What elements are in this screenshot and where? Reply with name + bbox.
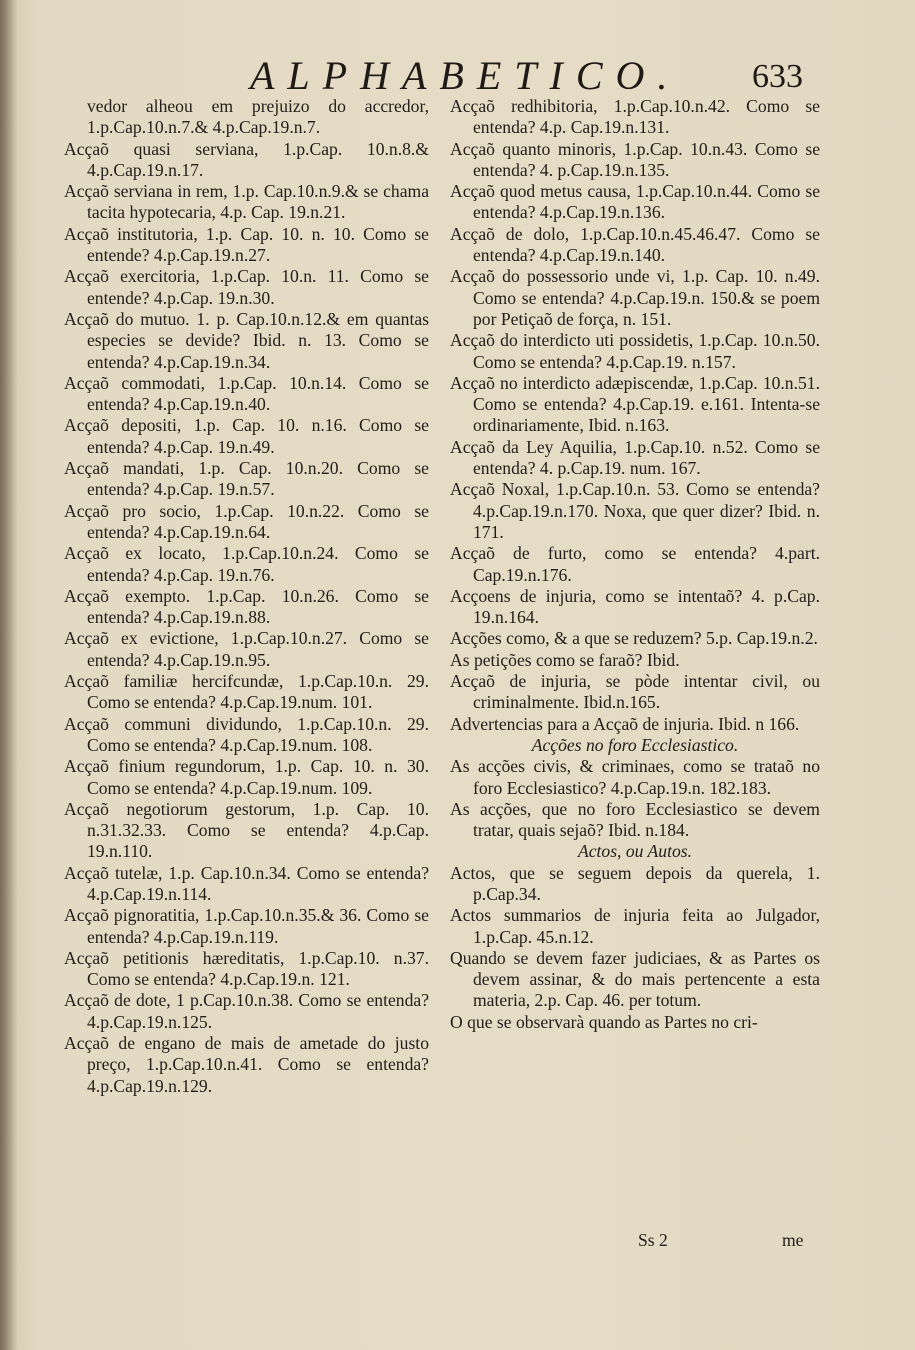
index-entry: Quando se devem fazer judiciaes, & as Partes os devem assinar, & do mais pertencente a esta materia, 2.p. Cap. 46. per totum. bbox=[450, 947, 820, 1011]
index-entry: Acçaõ negotiorum gestorum, 1.p. Cap. 10. n.31.32.33. Como se entenda? 4.p.Cap. 19.n.110. bbox=[64, 798, 429, 862]
index-entry: Acçaõ serviana in rem, 1.p. Cap.10.n.9.& se chama tacita hypotecaria, 4.p. Cap. 19.n.21. bbox=[64, 181, 429, 223]
index-entry: As acções civis, & criminaes, como se trataõ no foro Ecclesiastico? 4.p.Cap.19.n. 182.183. bbox=[450, 756, 820, 798]
index-entry: Acçaõ institutoria, 1.p. Cap. 10. n. 10. Como se entende? 4.p.Cap.19.n.27. bbox=[64, 223, 429, 266]
index-entry: Acçaõ petitionis hæreditatis, 1.p.Cap.10. n.37. Como se entenda? 4.p.Cap.19.n. 121. bbox=[64, 947, 429, 990]
index-entry: Acçaõ do possessorio unde vi, 1.p. Cap. 10. n.49. Como se entenda? 4.p.Cap.19.n. 150.& se poem por Petiçaõ de força, n. 151. bbox=[450, 266, 820, 329]
right-column bbox=[450, 96, 820, 1033]
index-entry: Acçaõ de furto, como se entenda? 4.part. Cap.19.n.176. bbox=[450, 543, 820, 585]
index-entry: Actos, que se seguem depois da querela, 1. p.Cap.34. bbox=[450, 862, 820, 904]
index-entry: Acçaõ depositi, 1.p. Cap. 10. n.16. Como se entenda? 4.p.Cap. 19.n.49. bbox=[64, 415, 429, 457]
index-entry: Acçaõ quanto minoris, 1.p.Cap. 10.n.43. Como se entenda? 4. p.Cap.19.n.135. bbox=[450, 138, 820, 180]
index-entry: Acçaõ da Ley Aquilia, 1.p.Cap.10. n.52. Como se entenda? 4. p.Cap.19. num. 167. bbox=[450, 436, 820, 479]
index-entry: Acçaõ pignoratitia, 1.p.Cap.10.n.35.& 36. Como se entenda? 4.p.Cap.19.n.119. bbox=[64, 905, 429, 947]
index-entry: vedor alheou em prejuizo do accredor, 1.p.Cap.10.n.7.& 4.p.Cap.19.n.7. bbox=[87, 96, 429, 138]
index-entry: Acçoens de injuria, como se intentaõ? 4. p.Cap. 19.n.164. bbox=[450, 585, 820, 628]
index-entry: Acções como, & a que se reduzem? 5.p. Cap.19.n.2. bbox=[450, 628, 818, 649]
index-entry: Actos summarios de injuria feita ao Julgador, 1.p.Cap. 45.n.12. bbox=[450, 905, 820, 947]
index-entry: Advertencias para a Acçaõ de injuria. Ibid. n 166. bbox=[450, 713, 800, 734]
index-entry: Acçaõ quasi serviana, 1.p.Cap. 10.n.8.& 4.p.Cap.19.n.17. bbox=[64, 138, 429, 180]
index-entry: As petições como se faraõ? Ibid. bbox=[450, 649, 680, 670]
index-entry: Acçaõ de dolo, 1.p.Cap.10.n.45.46.47. Como se entenda? 4.p.Cap.19.n.140. bbox=[450, 223, 820, 266]
index-entry: Acçaõ pro socio, 1.p.Cap. 10.n.22. Como se entenda? 4.p.Cap.19.n.64. bbox=[64, 500, 429, 542]
page-footer bbox=[450, 1230, 820, 1254]
index-entry: Acçaõ de engano de mais de ametade do justo preço, 1.p.Cap.10.n.41. Como se entenda? 4.p.Cap.19.n.129. bbox=[64, 1033, 429, 1096]
index-entry: Acçaõ ex locato, 1.p.Cap.10.n.24. Como se entenda? 4.p.Cap. 19.n.76. bbox=[64, 543, 429, 585]
section-heading-autos: Actos, ou Autos. bbox=[577, 841, 693, 862]
index-entry: Acçaõ tutelæ, 1.p. Cap.10.n.34. Como se entenda? 4.p.Cap.19.n.114. bbox=[64, 862, 429, 904]
index-entry: O que se observarà quando as Partes no cri- bbox=[450, 1011, 758, 1032]
index-entry: Acçaõ finium regundorum, 1.p. Cap. 10. n. 30. Como se entenda? 4.p.Cap.19.num. 109. bbox=[64, 756, 429, 798]
index-entry: Acçaõ quod metus causa, 1.p.Cap.10.n.44. Como se entenda? 4.p.Cap.19.n.136. bbox=[450, 181, 820, 223]
index-entry: Acçaõ no interdicto adæpiscendæ, 1.p.Cap. 10.n.51. Como se entenda? 4.p.Cap.19. e.161. Intenta-se ordinariamente, Ibid. n.163. bbox=[450, 372, 820, 436]
index-entry: Acçaõ do interdicto uti possidetis, 1.p.Cap. 10.n.50. Como se entenda? 4.p.Cap.19. n.157. bbox=[450, 330, 820, 372]
index-entry: Acçaõ commodati, 1.p.Cap. 10.n.14. Como se entenda? 4.p.Cap.19.n.40. bbox=[64, 372, 429, 415]
index-entry: Acçaõ familiæ hercifcundæ, 1.p.Cap.10.n. 29. Como se entenda? 4.p.Cap.19.num. 101. bbox=[64, 671, 429, 713]
index-entry: Acçaõ communi dividundo, 1.p.Cap.10.n. 29. Como se entenda? 4.p.Cap.19.num. 108. bbox=[64, 713, 429, 755]
running-title: ALPHABETICO. bbox=[250, 53, 681, 98]
index-entry: Acçaõ redhibitoria, 1.p.Cap.10.n.42. Como se entenda? 4.p. Cap.19.n.131. bbox=[450, 96, 820, 138]
index-entry: Acçaõ Noxal, 1.p.Cap.10.n. 53. Como se entenda? 4.p.Cap.19.n.170. Noxa, que quer dizer? Ibid. n. 171. bbox=[450, 479, 820, 542]
index-entry: As acções, que no foro Ecclesiastico se devem tratar, quais sejaõ? Ibid. n.184. bbox=[450, 798, 820, 841]
signature-mark: Ss 2 bbox=[638, 1230, 668, 1250]
index-entry: Acçaõ de dote, 1 p.Cap.10.n.38. Como se entenda? 4.p.Cap.19.n.125. bbox=[64, 990, 429, 1032]
index-entry: Acçaõ ex evictione, 1.p.Cap.10.n.27. Como se entenda? 4.p.Cap.19.n.95. bbox=[64, 628, 429, 670]
page-number: 633 bbox=[752, 58, 803, 95]
index-entry: Acçaõ de injuria, se pòde intentar civil, ou criminalmente. Ibid.n.165. bbox=[450, 671, 820, 713]
index-entry: Acçaõ exercitoria, 1.p.Cap. 10.n. 11. Como se entende? 4.p.Cap. 19.n.30. bbox=[64, 266, 429, 308]
index-entry: Acçaõ do mutuo. 1. p. Cap.10.n.12.& em quantas especies se devide? Ibid. n. 13. Como se entenda? 4.p.Cap.19.n.34. bbox=[64, 308, 429, 372]
section-heading-ecclesiastico: Acções no foro Ecclesiastico. bbox=[531, 734, 739, 755]
catchword: me bbox=[782, 1230, 804, 1250]
left-column bbox=[64, 96, 429, 1097]
index-entry: Acçaõ mandati, 1.p. Cap. 10.n.20. Como se entenda? 4.p.Cap. 19.n.57. bbox=[64, 458, 429, 500]
index-entry: Acçaõ exempto. 1.p.Cap. 10.n.26. Como se entenda? 4.p.Cap.19.n.88. bbox=[64, 585, 429, 628]
running-head bbox=[0, 52, 915, 102]
